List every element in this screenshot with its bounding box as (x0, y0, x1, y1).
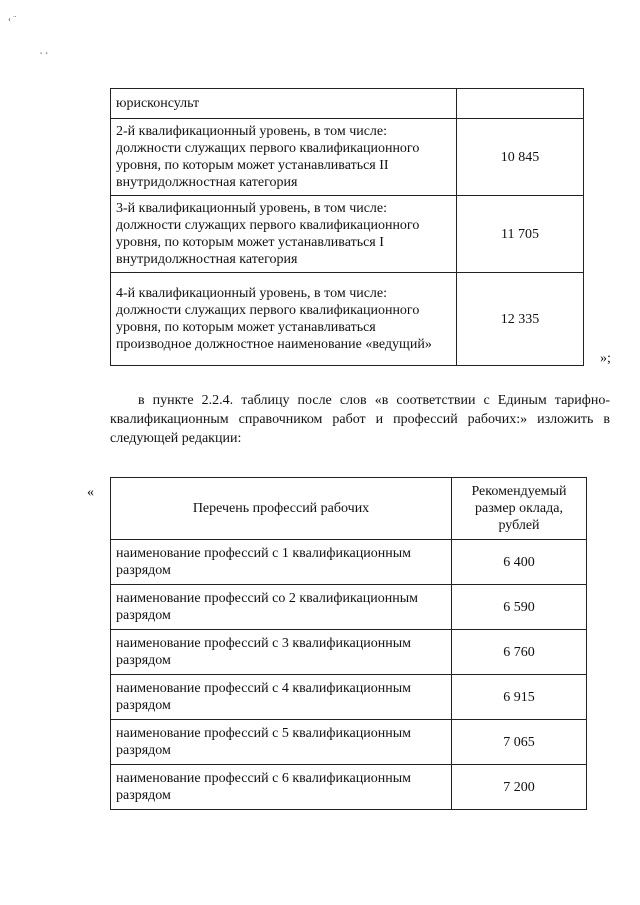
profession-cell: наименование профессий с 5 квалификационным разрядом (111, 720, 452, 765)
salary-cell: 11 705 (457, 196, 584, 273)
salary-cell: 7 065 (452, 720, 587, 765)
scan-corner-marks (8, 14, 48, 54)
position-cell: 4-й квалификационный уровень, в том числе: должности служащих первого квалификационного уровня, по которым может устанавливаться производное должностное наименование «ведущий» (111, 273, 457, 366)
profession-cell: наименование профессий с 4 квалификационным разрядом (111, 675, 452, 720)
header-salary: Рекомендуемый размер оклада, рублей (452, 478, 587, 540)
corner-mark: ˛ ˛ (40, 44, 49, 54)
table-row (111, 540, 587, 585)
corner-mark: ‹ ¨ (8, 14, 17, 24)
position-cell: 2-й квалификационный уровень, в том числе: должности служащих первого квалификационного уровня, по которым может устанавливаться II внутридолжностная категория (111, 119, 457, 196)
salary-cell: 6 400 (452, 540, 587, 585)
profession-cell: наименование профессий с 1 квалификационным разрядом (111, 540, 452, 585)
position-cell: юрисконсульт (111, 89, 457, 119)
salary-cell: 6 915 (452, 675, 587, 720)
table-row (111, 273, 584, 366)
header-professions: Перечень профессий рабочих (111, 478, 452, 540)
closing-quote: »; (600, 351, 611, 366)
table-header-row (111, 478, 587, 540)
salary-cell: 10 845 (457, 119, 584, 196)
table-row (111, 675, 587, 720)
profession-cell: наименование профессий с 3 квалификационным разрядом (111, 630, 452, 675)
table-row (111, 720, 587, 765)
table-row (111, 89, 584, 119)
position-cell: 3-й квалификационный уровень, в том числе: должности служащих первого квалификационного уровня, по которым может устанавливаться I внутридолжностная категория (111, 196, 457, 273)
profession-cell: наименование профессий с 6 квалификационным разрядом (111, 765, 452, 810)
salary-cell: 6 760 (452, 630, 587, 675)
table-row (111, 630, 587, 675)
amendment-paragraph: в пункте 2.2.4. таблицу после слов «в соответствии с Единым тарифно-квалификационным справочником работ и профессий рабочих:» изложить в следующей редакции: (110, 393, 610, 446)
table-row (111, 765, 587, 810)
table-row (111, 119, 584, 196)
salary-cell (457, 89, 584, 119)
table-row (111, 196, 584, 273)
worker-professions-table (110, 477, 587, 810)
salary-cell: 12 335 (457, 273, 584, 366)
opening-quote: « (87, 485, 94, 500)
salary-cell: 6 590 (452, 585, 587, 630)
profession-cell: наименование профессий со 2 квалификационным разрядом (111, 585, 452, 630)
qualification-levels-table (110, 88, 584, 366)
table-row (111, 585, 587, 630)
salary-cell: 7 200 (452, 765, 587, 810)
